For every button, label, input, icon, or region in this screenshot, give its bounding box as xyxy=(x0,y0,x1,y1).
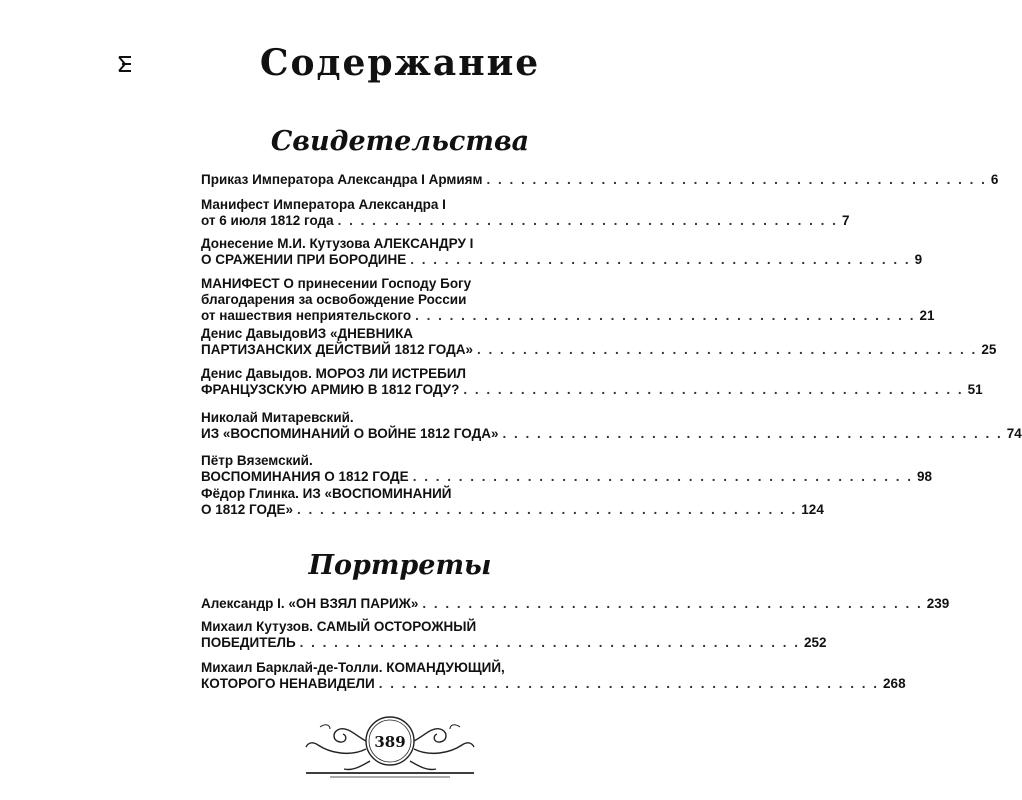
toc-entry-page: 74 xyxy=(1006,426,1022,441)
toc-entry-last-line xyxy=(201,676,906,692)
section-heading-testimonies: Свидетельства xyxy=(270,126,530,157)
toc-entry-title-line: О 1812 ГОДЕ» xyxy=(201,502,293,517)
dot-leader: . . . . . . . . . . . . . . . . . . . . . . . . . . . . . . . . . . . . . . . . . . . . xyxy=(296,502,798,517)
toc-entry-page: 51 xyxy=(967,382,983,397)
toc-entry xyxy=(201,410,1022,442)
toc-entry xyxy=(201,619,827,651)
toc-entry-title-line: Приказ Императора Александра I Армиям xyxy=(201,172,483,187)
section-heading-portraits: Портреты xyxy=(308,550,492,581)
toc-entry xyxy=(201,596,950,612)
dot-leader: . . . . . . . . . . . . . . . . . . . . . . . . . . . . . . . . . . . . . . . . . . . . xyxy=(422,596,923,611)
toc-entry-title-line: КОТОРОГО НЕНАВИДЕЛИ xyxy=(201,676,375,691)
toc-entry xyxy=(201,660,906,692)
toc-entry xyxy=(201,486,824,518)
toc-entry-last-line xyxy=(201,308,935,324)
toc-entry-title-line: Александр I. «ОН ВЗЯЛ ПАРИЖ» xyxy=(201,596,419,611)
toc-entry xyxy=(201,197,850,229)
toc-entry-page: 98 xyxy=(917,469,933,484)
dot-leader: . . . . . . . . . . . . . . . . . . . . . . . . . . . . . . . . . . . . . . . . . . . . xyxy=(410,252,911,267)
toc-entry-title-line: Денис ДавыдовИЗ «ДНЕВНИКА xyxy=(201,326,414,341)
toc-entry-page: 21 xyxy=(919,308,935,323)
toc-entry-last-line xyxy=(201,213,850,229)
toc-entry-title-line: Михаил Кутузов. САМЫЙ ОСТОРОЖНЫЙ xyxy=(201,619,477,634)
dot-leader: . . . . . . . . . . . . . . . . . . . . . . . . . . . . . . . . . . . . . . . . . . . . xyxy=(412,469,914,484)
toc-entry-last-line xyxy=(201,426,1022,442)
toc-entry-page: 268 xyxy=(883,676,906,691)
toc-entry-title-line: благодарения за освобождение России xyxy=(201,292,467,307)
toc-entry-page: 124 xyxy=(801,502,824,517)
toc-entry-title-line: Николай Митаревский. xyxy=(201,410,354,425)
toc-entry-title-line: от нашествия неприятельского xyxy=(201,308,412,323)
dot-leader: . . . . . . . . . . . . . . . . . . . . . . . . . . . . . . . . . . . . . . . . . . . . xyxy=(463,382,964,397)
dot-leader: . . . . . . . . . . . . . . . . . . . . . . . . . . . . . . . . . . . . . . . . . . . . xyxy=(486,172,987,187)
page-number: 389 xyxy=(374,733,406,751)
dot-leader: . . . . . . . . . . . . . . . . . . . . . . . . . . . . . . . . . . . . . . . . . . . . xyxy=(476,342,978,357)
toc-entry xyxy=(201,276,935,324)
toc-entry-last-line xyxy=(201,172,999,188)
toc-entry-title-line: ИЗ «ВОСПОМИНАНИЙ О ВОЙНЕ 1812 ГОДА» xyxy=(201,426,499,441)
dot-leader: . . . . . . . . . . . . . . . . . . . . . . . . . . . . . . . . . . . . . . . . . . . . xyxy=(299,635,800,650)
toc-entry xyxy=(201,172,999,188)
toc-entry xyxy=(201,236,923,268)
page-title: Содержание xyxy=(259,42,541,84)
toc-entry-last-line xyxy=(201,635,827,651)
toc-entry-page: 252 xyxy=(804,635,827,650)
toc-entry-page: 9 xyxy=(914,252,923,267)
dot-leader: . . . . . . . . . . . . . . . . . . . . . . . . . . . . . . . . . . . . . . . . . . . . xyxy=(337,213,838,228)
toc-entry-title-line: О СРАЖЕНИИ ПРИ БОРОДИНЕ xyxy=(201,252,407,267)
toc-entry xyxy=(201,453,933,485)
toc-entry-last-line xyxy=(201,502,824,518)
toc-entry-last-line xyxy=(201,252,923,268)
toc-entry xyxy=(201,366,983,398)
toc-entry-title-line: Пётр Вяземский. xyxy=(201,453,313,468)
toc-entry-title-line: от 6 июля 1812 года xyxy=(201,213,334,228)
toc-entry-title-line: ПОБЕДИТЕЛЬ xyxy=(201,635,296,650)
toc-entry xyxy=(201,326,997,358)
toc-entry-title-line: Донесение М.И. Кутузова АЛЕКСАНДРУ I xyxy=(201,236,474,251)
toc-entry-page: 6 xyxy=(990,172,999,187)
toc-entry-last-line xyxy=(201,342,997,358)
toc-entry-last-line xyxy=(201,382,983,398)
toc-entry-title-line: ПАРТИЗАНСКИХ ДЕЙСТВИЙ 1812 ГОДА» xyxy=(201,342,473,357)
toc-entry-title-line: Михаил Барклай-де-Толли. КОМАНДУЮЩИЙ, xyxy=(201,660,505,675)
dot-leader: . . . . . . . . . . . . . . . . . . . . . . . . . . . . . . . . . . . . . . . . . . . . xyxy=(415,308,916,323)
toc-entry-title-line: ВОСПОМИНАНИЯ О 1812 ГОДЕ xyxy=(201,469,409,484)
dot-leader: . . . . . . . . . . . . . . . . . . . . . . . . . . . . . . . . . . . . . . . . . . . . xyxy=(378,676,880,691)
toc-entry-title-line: Денис Давыдов. МОРОЗ ЛИ ИСТРЕБИЛ xyxy=(201,366,467,381)
toc-entry-title-line: Фёдор Глинка. ИЗ «ВОСПОМИНАНИЙ xyxy=(201,486,452,501)
toc-entry-last-line xyxy=(201,469,933,485)
toc-entry-title-line: МАНИФЕСТ О принесении Господу Богу xyxy=(201,276,472,291)
toc-entry-title-line: Манифест Императора Александра I xyxy=(201,197,446,212)
toc-entry-title-line: ФРАНЦУЗСКУЮ АРМИЮ В 1812 ГОДУ? xyxy=(201,382,460,397)
toc-entry-page: 239 xyxy=(926,596,950,611)
toc-entry-last-line xyxy=(201,596,950,612)
toc-entry-page: 7 xyxy=(841,213,850,228)
toc-entry-page: 25 xyxy=(981,342,997,357)
dot-leader: . . . . . . . . . . . . . . . . . . . . . . . . . . . . . . . . . . . . . . . . . . . . xyxy=(502,426,1003,441)
